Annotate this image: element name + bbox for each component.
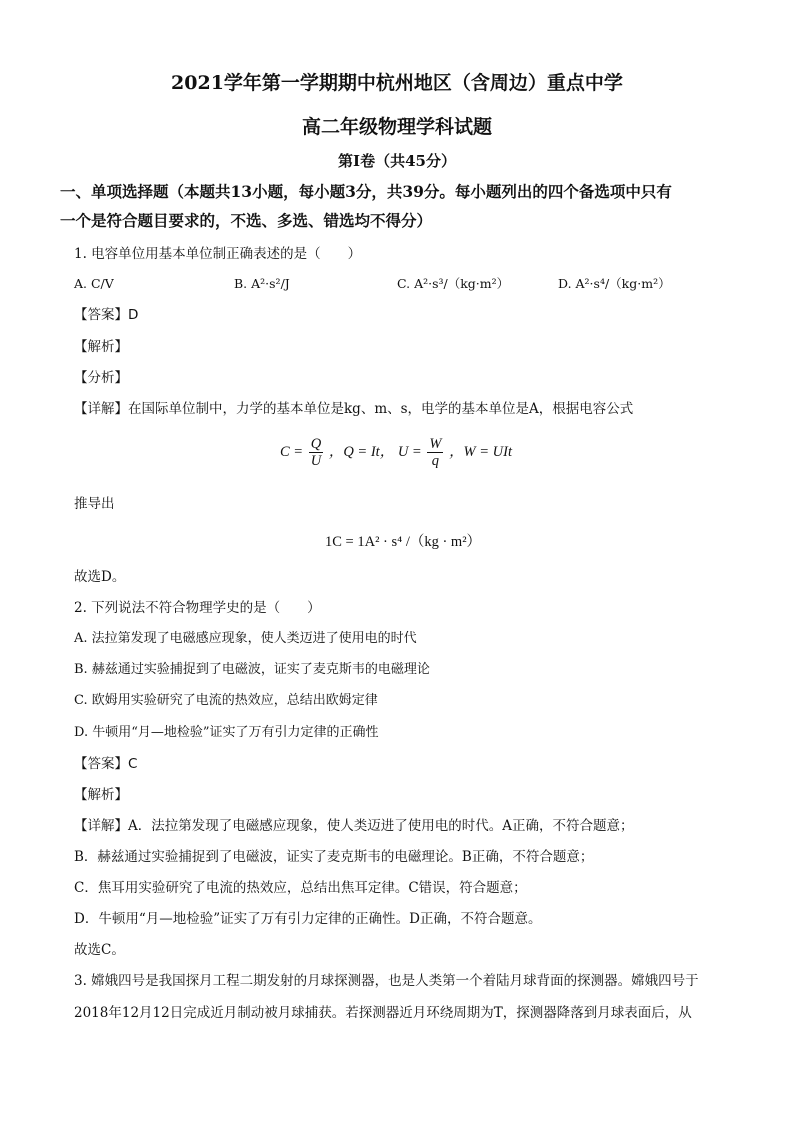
q2-option-d: D. 牛顿用“月—地检验”证实了万有引力定律的正确性 bbox=[74, 725, 379, 740]
q2-detail-a: 【详解】A．法拉第发现了电磁感应现象，使人类迈进了使用电的时代。A正确，不符合题意； bbox=[74, 818, 634, 834]
q2-option-b: B. 赫兹通过实验捕捉到了电磁波，证实了麦克斯韦的电磁理论 bbox=[74, 662, 430, 677]
q1-fenxi-label: 【分析】 bbox=[74, 370, 128, 386]
formula-c-fraction bbox=[309, 436, 323, 469]
q1-option-d: D. A²·s⁴/（kg·m²） bbox=[558, 276, 671, 291]
q2-stem: 2. 下列说法不符合物理学史的是（ ） bbox=[74, 600, 321, 616]
volume-heading: 第I卷（共45分） bbox=[338, 152, 456, 170]
q2-analysis-label: 【解析】 bbox=[74, 787, 128, 803]
formula-c-denominator: U bbox=[310, 453, 322, 469]
formula-u-fraction bbox=[427, 436, 443, 469]
formula-c-lhs: C = bbox=[280, 443, 304, 460]
formula-q: ，Q = It， bbox=[328, 443, 395, 460]
q2-detail-b: B．赫兹通过实验捕捉到了电磁波，证实了麦克斯韦的电磁理论。B正确，不符合题意； bbox=[74, 849, 594, 865]
q2-option-c: C. 欧姆用实验研究了电流的热效应，总结出欧姆定律 bbox=[74, 693, 378, 708]
q2-answer: 【答案】C bbox=[74, 756, 138, 772]
q1-stem: 1. 电容单位用基本单位制正确表述的是（ ） bbox=[74, 246, 362, 262]
q1-option-c: C. A²·s³/（kg·m²） bbox=[397, 276, 510, 291]
section-heading-line2: 一个是符合题目要求的，不选、多选、错选均不得分） bbox=[60, 211, 433, 230]
exam-subtitle: 高二年级物理学科试题 bbox=[301, 116, 492, 138]
q1-derive: 推导出 bbox=[74, 496, 115, 512]
q3-stem-line1: 3. 嫦娥四号是我国探月工程二期发射的月球探测器，也是人类第一个着陆月球背面的探测器。嫦娥四号于 bbox=[74, 973, 699, 989]
q1-detail: 【详解】在国际单位制中，力学的基本单位是kg、m、s，电学的基本单位是A，根据电容公式 bbox=[74, 401, 634, 417]
q1-result: 1C = 1A² · s⁴ /（kg · m²） bbox=[325, 534, 482, 550]
q1-answer: 【答案】D bbox=[74, 307, 139, 323]
formula-u-denominator: q bbox=[431, 453, 440, 469]
q1-option-a: A. C/V bbox=[74, 276, 114, 291]
q2-detail-c: C．焦耳用实验研究了电流的热效应，总结出焦耳定律。C错误，符合题意； bbox=[74, 880, 527, 896]
formula-w: ，W = UIt bbox=[449, 443, 513, 460]
formula-u-lhs: U = bbox=[397, 443, 422, 460]
formula-c-numerator: Q bbox=[310, 436, 322, 452]
q1-conclusion: 故选D。 bbox=[74, 569, 126, 585]
exam-title: 2021学年第一学期期中杭州地区（含周边）重点中学 bbox=[171, 72, 623, 94]
formula-u-numerator: W bbox=[429, 436, 442, 452]
q3-stem-line2: 2018年12月12日完成近月制动被月球捕获。若探测器近月环绕周期为T，探测器降落到月球表面后，从 bbox=[74, 1005, 692, 1021]
q1-analysis-label: 【解析】 bbox=[74, 339, 128, 355]
q2-option-a: A. 法拉第发现了电磁感应现象，使人类迈进了使用电的时代 bbox=[74, 631, 417, 646]
section-heading-line1: 一、单项选择题（本题共13小题，每小题3分，共39分。每小题列出的四个备选项中只有 bbox=[60, 182, 672, 201]
q1-option-b: B. A²·s²/J bbox=[234, 276, 290, 291]
q1-formula bbox=[280, 436, 512, 469]
q2-detail-d: D．牛顿用“月—地检验”证实了万有引力定律的正确性。D正确，不符合题意。 bbox=[74, 911, 542, 927]
q2-conclusion: 故选C。 bbox=[74, 942, 125, 958]
